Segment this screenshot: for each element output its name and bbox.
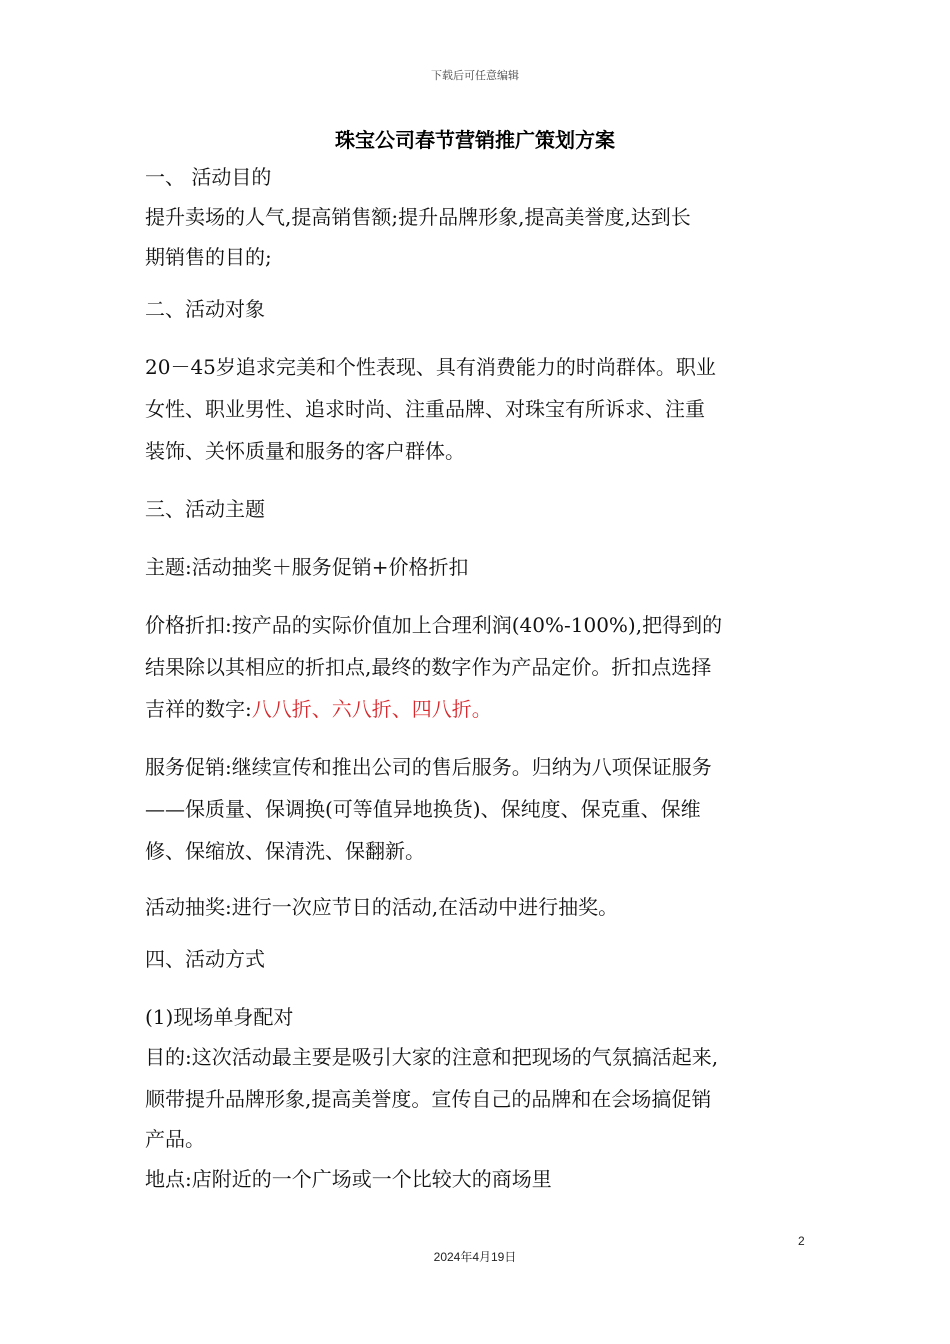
paragraph-line: 活动抽奖:进行一次应节日的活动,在活动中进行抽奖。 [145,895,619,919]
paragraph-line: 产品。 [145,1127,205,1151]
document-title: 珠宝公司春节营销推广策划方案 [335,128,615,152]
paragraph-line: 顺带提升品牌形象,提高美誉度。宣传自己的品牌和在会场搞促销 [145,1087,712,1111]
paragraph-line [145,696,492,722]
highlighted-discounts: 八八折、六八折、四八折。 [251,697,492,721]
subsection-heading: (1)现场单身配对 [145,1005,294,1029]
section-heading-1: 一、 活动目的 [145,165,272,189]
header-note: 下载后可任意编辑 [431,69,519,82]
paragraph-line: 期销售的目的; [145,245,272,269]
paragraph-line: ——保质量、保调换(可等值异地换货)、保纯度、保克重、保维 [145,797,701,821]
paragraph-line: 地点:店附近的一个广场或一个比较大的商场里 [145,1167,552,1191]
paragraph-line: 服务促销:继续宣传和推出公司的售后服务。归纳为八项保证服务 [145,755,712,779]
paragraph-line: 提升卖场的人气,提高销售额;提升品牌形象,提高美誉度,达到长 [145,205,691,229]
paragraph-line: 结果除以其相应的折扣点,最终的数字作为产品定价。折扣点选择 [145,655,712,679]
page-number: 2 [798,1234,805,1248]
paragraph-line: 装饰、关怀质量和服务的客户群体。 [145,439,465,463]
section-heading-3: 三、活动主题 [145,497,265,521]
paragraph-line: 女性、职业男性、追求时尚、注重品牌、对珠宝有所诉求、注重 [145,397,705,421]
paragraph-line: 价格折扣:按产品的实际价值加上合理利润(40%-100%),把得到的 [145,613,723,637]
paragraph-line: 20－45岁追求完美和个性表现、具有消费能力的时尚群体。职业 [145,355,716,379]
section-heading-4: 四、活动方式 [145,947,265,971]
paragraph-line: 目的:这次活动最主要是吸引大家的注意和把现场的气氛搞活起来, [145,1045,719,1069]
footer-date: 2024年4月19日 [433,1250,517,1264]
section-heading-2: 二、活动对象 [145,297,265,321]
text-prefix: 吉祥的数字: [145,697,252,721]
paragraph-line: 修、保缩放、保清洗、保翻新。 [145,839,425,863]
theme-line: 主题:活动抽奖＋服务促销+价格折扣 [145,555,469,579]
